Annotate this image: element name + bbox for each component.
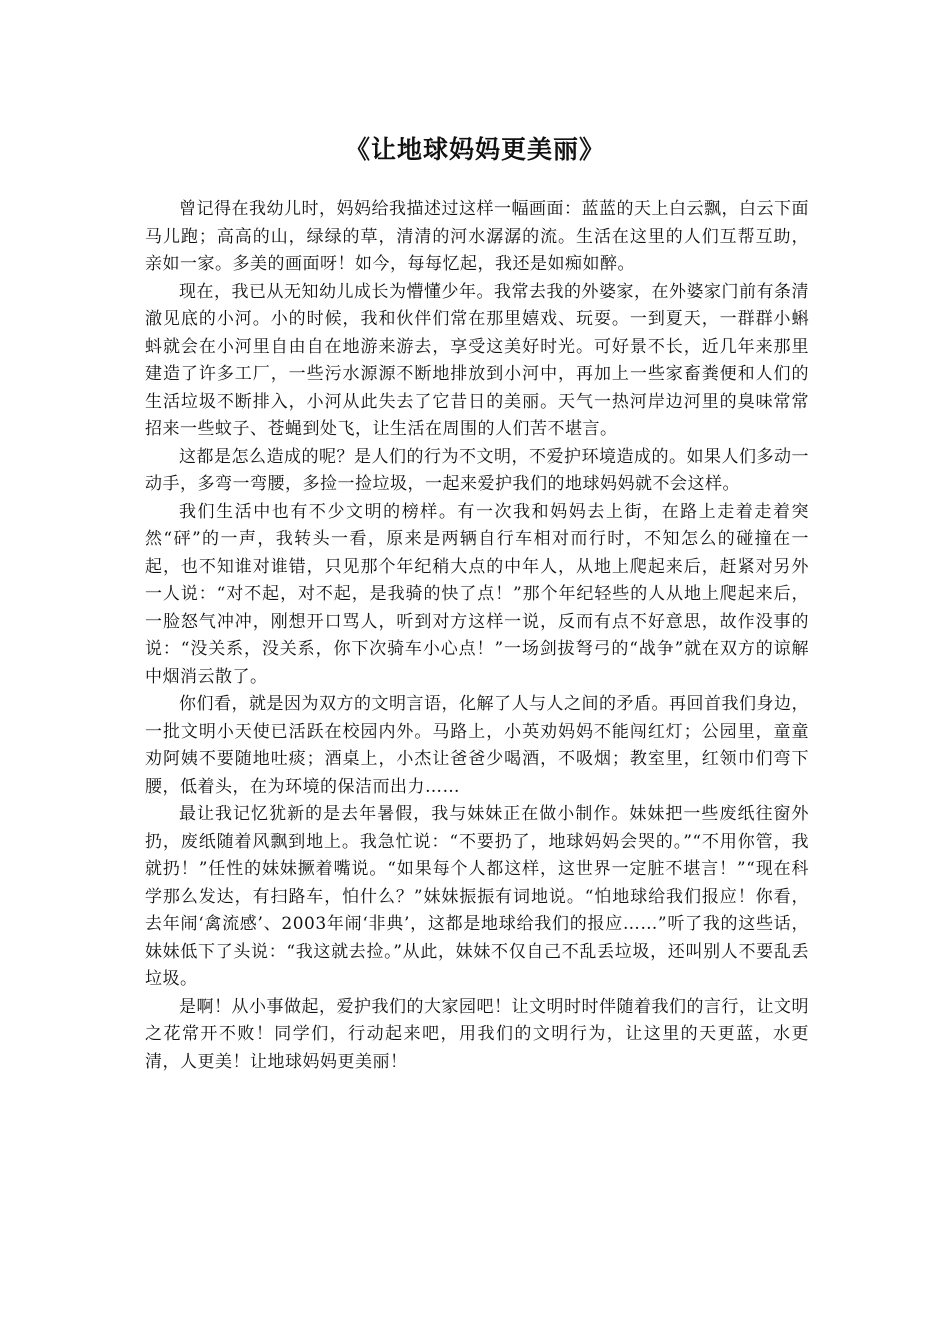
paragraph: 现在，我已从无知幼儿成长为懵懂少年。我常去我的外婆家，在外婆家门前有条清澈见底的小河。小的时候，我和伙伴们常在那里嬉戏、玩耍。一到夏天，一群群小蝌蚪就会在小河里自由自在地游来游去，享受这美好时光。可好景不长，近几年来那里建造了许多工厂，一些污水源源不断地排放到小河中，再加上一些家畜粪便和人们的生活垃圾不断排入，小河从此失去了它昔日的美丽。天气一热河岸边河里的臭味常常招来一些蚊子、苍蝇到处飞，让生活在周围的人们苦不堪言。: [145, 281, 809, 439]
paragraph: 这都是怎么造成的呢？是人们的行为不文明，不爱护环境造成的。如果人们多动一动手，多弯一弯腰，多捡一捡垃圾，一起来爱护我们的地球妈妈就不会这样。: [145, 446, 809, 494]
essay-title: 《让地球妈妈更美丽》: [344, 135, 605, 164]
paragraph: 曾记得在我幼儿时，妈妈给我描述过这样一幅画面：蓝蓝的天上白云飘，白云下面马儿跑；高高的山，绿绿的草，清清的河水潺潺的流。生活在这里的人们互帮互助，亲如一家。多美的画面呀！如今，每每忆起，我还是如痴如醉。: [145, 199, 809, 274]
paragraph: 最让我记忆犹新的是去年暑假，我与妹妹正在做小制作。妹妹把一些废纸往窗外扔，废纸随着风飘到地上。我急忙说：“不要扔了，地球妈妈会哭的。”“不用你管，我就扔！”任性的妹妹撅着嘴说。“如果每个人都这样，这世界一定脏不堪言！”“现在科学那么发达，有扫路车，怕什么？”妹妹振振有词地说。“怕地球给我们报应！你看，去年闹‘禽流感’、2003年闹‘非典’，这都是地球给我们的报应……”听了我的这些话，妹妹低下了头说：“我这就去捡。”从此，妹妹不仅自己不乱丢垃圾，还叫别人不要乱丢垃圾。: [145, 804, 809, 989]
paragraph: 我们生活中也有不少文明的榜样。有一次我和妈妈去上街，在路上走着走着突然“砰”的一声，我转头一看，原来是两辆自行车相对而行时，不知怎么的碰撞在一起，也不知谁对谁错，只见那个年纪稍大点的中年人，从地上爬起来后，赶紧对另外一人说：“对不起，对不起，是我骑的快了点！”那个年纪轻些的人从地上爬起来后，一脸怒气冲冲，刚想开口骂人，听到对方这样一说，反而有点不好意思，故作没事的说：“没关系，没关系，你下次骑车小心点！”一场剑拔弩弓的“战争”就在双方的谅解中烟消云散了。: [145, 501, 809, 687]
paragraph: 你们看，就是因为双方的文明言语，化解了人与人之间的矛盾。再回首我们身边，一批文明小天使已活跃在校园内外。马路上，小英劝妈妈不能闯红灯；公园里，童童劝阿姨不要随地吐痰；酒桌上，小杰让爸爸少喝酒，不吸烟；教室里，红领巾们弯下腰，低着头，在为环境的保洁而出力……: [145, 694, 809, 797]
essay-body: [145, 196, 809, 1076]
paragraph: 是啊！从小事做起，爱护我们的大家园吧！让文明时时伴随着我们的言行，让文明之花常开不败！同学们，行动起来吧，用我们的文明行为，让这里的天更蓝，水更清，人更美！让地球妈妈更美丽！: [145, 996, 809, 1072]
